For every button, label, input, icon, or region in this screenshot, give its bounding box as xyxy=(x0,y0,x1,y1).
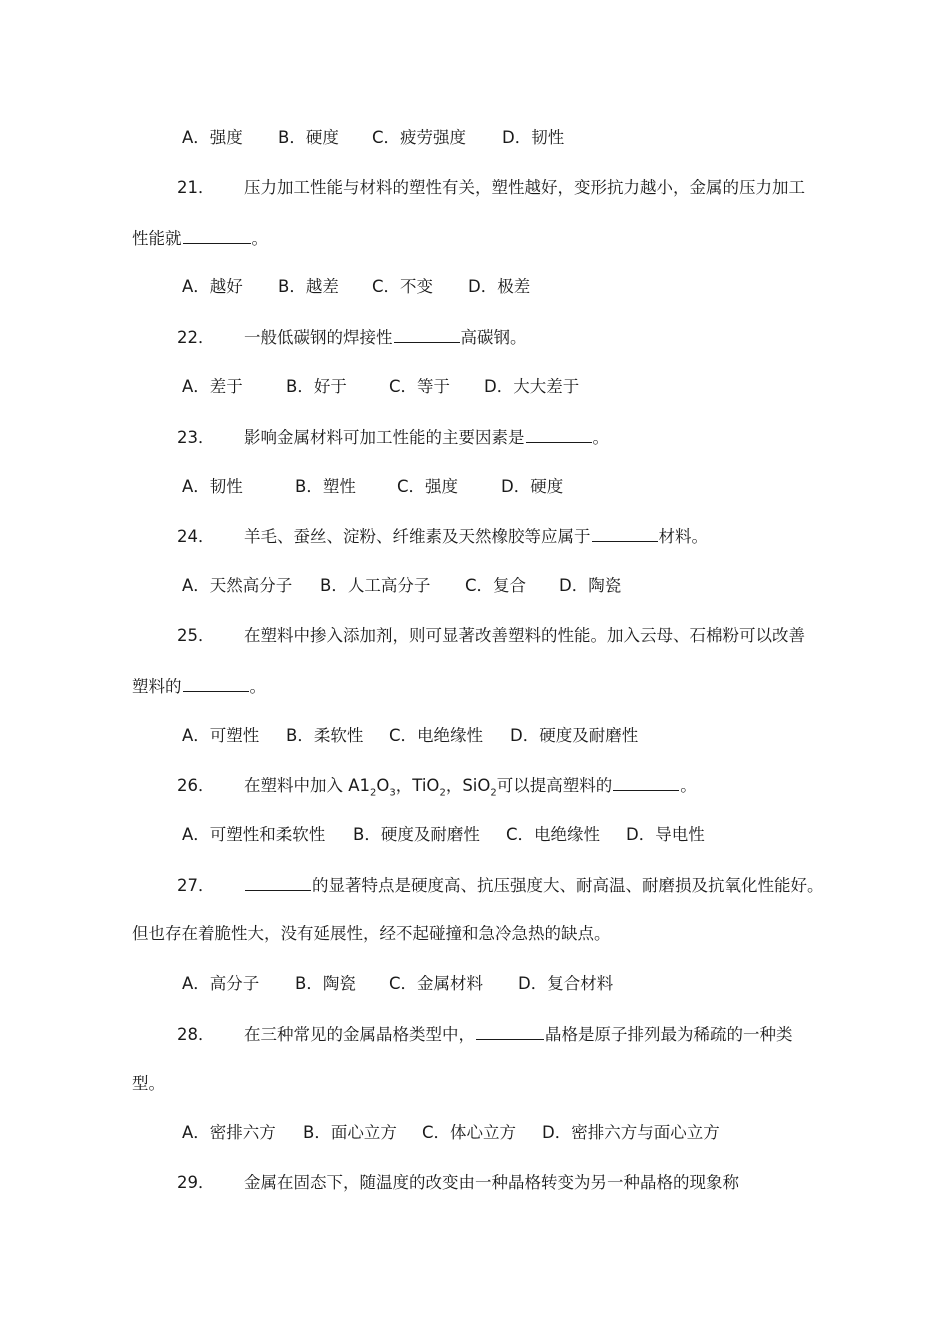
q24-text: 羊毛、蚕丝、淀粉、纤维素及天然橡胶等应属于 xyxy=(244,527,591,546)
q28-answer-blank xyxy=(476,1022,544,1040)
q23-question xyxy=(177,425,609,450)
q21-text-cont: 性能就 xyxy=(132,229,182,248)
q28-option-d: D．密排六方与面心立方 xyxy=(542,1123,720,1142)
q20-option-b: B．硬度 xyxy=(278,128,339,147)
q26-options xyxy=(182,823,705,847)
q26-subscript: 2 xyxy=(490,787,497,799)
q21-option-c: C．不变 xyxy=(372,277,434,296)
q28-number: 28． xyxy=(177,1025,215,1044)
q22-option-c: C．等于 xyxy=(389,377,451,396)
q27-question xyxy=(177,873,824,898)
q28-text: 在三种常见的金属晶格类型中， xyxy=(244,1025,475,1044)
q21-answer-blank xyxy=(183,226,251,244)
q21-option-b: B．越差 xyxy=(278,277,339,296)
q28-question-cont xyxy=(132,1072,165,1096)
q24-question xyxy=(177,524,708,549)
q26-option-c: C．电绝缘性 xyxy=(506,825,601,844)
q22-answer-blank xyxy=(394,325,460,343)
q21-text: 压力加工性能与材料的塑性有关，塑性越好，变形抗力越小，金属的压力加工 xyxy=(244,178,805,197)
q21-text-end: 。 xyxy=(251,229,268,248)
q20-option-c: C．疲劳强度 xyxy=(372,128,467,147)
q27-question-cont xyxy=(132,922,611,946)
q26-option-d: D．导电性 xyxy=(626,825,705,844)
q27-text-cont: 但也存在着脆性大，没有延展性，经不起碰撞和急冷急热的缺点。 xyxy=(132,924,611,943)
q21-question xyxy=(177,176,805,200)
q26-subscript: 2 xyxy=(370,787,377,799)
q26-text-cont: 可以提高塑料的 xyxy=(496,776,613,795)
q28-options xyxy=(182,1121,720,1145)
q22-option-b: B．好于 xyxy=(286,377,347,396)
q27-text: 的显著特点是硬度高、抗压强度大、耐高温、耐磨损及抗氧化性能好。 xyxy=(312,876,824,895)
q24-text-end: 材料。 xyxy=(658,527,708,546)
q23-option-b: B．塑性 xyxy=(295,477,356,496)
q23-option-a: A．韧性 xyxy=(182,477,243,496)
q26-option-b: B．硬度及耐磨性 xyxy=(353,825,480,844)
q26-question xyxy=(177,773,697,798)
q25-options xyxy=(182,724,638,748)
q23-option-c: C．强度 xyxy=(397,477,459,496)
q21-question-cont xyxy=(132,226,268,251)
q22-number: 22． xyxy=(177,328,215,347)
q22-option-a: A．差于 xyxy=(182,377,243,396)
q27-options xyxy=(182,972,613,996)
q27-option-b: B．陶瓷 xyxy=(295,974,356,993)
q29-number: 29． xyxy=(177,1173,215,1192)
q26-text-end: 。 xyxy=(680,776,697,795)
q22-question xyxy=(177,325,527,350)
q27-number: 27． xyxy=(177,876,215,895)
q28-text-cont: 晶格是原子排列最为稀疏的一种类 xyxy=(545,1025,793,1044)
q25-text-end: 。 xyxy=(249,677,266,696)
q26-text-o: O xyxy=(376,776,390,795)
q24-option-d: D．陶瓷 xyxy=(559,576,622,595)
q26-text-sio: ，SiO xyxy=(445,776,491,795)
q21-option-a: A．越好 xyxy=(182,277,243,296)
q25-option-b: B．柔软性 xyxy=(286,726,364,745)
q20-option-a: A．强度 xyxy=(182,128,243,147)
q23-number: 23． xyxy=(177,428,215,447)
q20-options xyxy=(182,126,564,150)
q20-option-d: D．韧性 xyxy=(502,128,565,147)
q24-option-a: A．天然高分子 xyxy=(182,576,293,595)
q26-number: 26． xyxy=(177,776,215,795)
q26-subscript: 2 xyxy=(439,787,446,799)
q22-text-end: 高碳钢。 xyxy=(460,328,527,347)
q25-question xyxy=(177,624,805,648)
q26-text-tio: ，TiO xyxy=(395,776,440,795)
q25-text-cont: 塑料的 xyxy=(132,677,182,696)
q25-option-d: D．硬度及耐磨性 xyxy=(510,726,639,745)
q23-answer-blank xyxy=(526,425,592,443)
q24-number: 24． xyxy=(177,527,215,546)
q21-options xyxy=(182,275,530,299)
q24-option-c: C．复合 xyxy=(465,576,527,595)
q23-option-d: D．硬度 xyxy=(501,477,564,496)
q29-text: 金属在固态下，随温度的改变由一种晶格转变为另一种晶格的现象称 xyxy=(244,1173,739,1192)
q29-question xyxy=(177,1171,739,1195)
q24-answer-blank xyxy=(592,524,658,542)
q26-text: 在塑料中加入 A1 xyxy=(244,776,371,795)
q25-answer-blank xyxy=(183,674,249,692)
q28-text-end: 型。 xyxy=(132,1074,165,1093)
q23-text: 影响金属材料可加工性能的主要因素是 xyxy=(244,428,525,447)
q27-option-d: D．复合材料 xyxy=(518,974,614,993)
q26-answer-blank xyxy=(613,773,679,791)
q27-option-a: A．高分子 xyxy=(182,974,260,993)
q23-text-end: 。 xyxy=(592,428,609,447)
q24-option-b: B．人工高分子 xyxy=(320,576,431,595)
q27-answer-blank xyxy=(245,873,311,891)
q25-text: 在塑料中掺入添加剂，则可显著改善塑料的性能。加入云母、石棉粉可以改善 xyxy=(244,626,805,645)
q21-option-d: D．极差 xyxy=(468,277,531,296)
q28-option-b: B．面心立方 xyxy=(303,1123,397,1142)
q23-options xyxy=(182,475,563,499)
q25-option-c: C．电绝缘性 xyxy=(389,726,484,745)
q26-subscript: 3 xyxy=(389,787,396,799)
q28-question xyxy=(177,1022,793,1047)
q28-option-a: A．密排六方 xyxy=(182,1123,276,1142)
q22-option-d: D．大大差于 xyxy=(484,377,580,396)
q22-options xyxy=(182,375,579,399)
q26-option-a: A．可塑性和柔软性 xyxy=(182,825,326,844)
q27-option-c: C．金属材料 xyxy=(389,974,484,993)
q28-option-c: C．体心立方 xyxy=(422,1123,517,1142)
q25-option-a: A．可塑性 xyxy=(182,726,260,745)
q24-options xyxy=(182,574,621,598)
q22-text: 一般低碳钢的焊接性 xyxy=(244,328,393,347)
q25-number: 25． xyxy=(177,626,215,645)
q21-number: 21． xyxy=(177,178,215,197)
q25-question-cont xyxy=(132,674,266,699)
